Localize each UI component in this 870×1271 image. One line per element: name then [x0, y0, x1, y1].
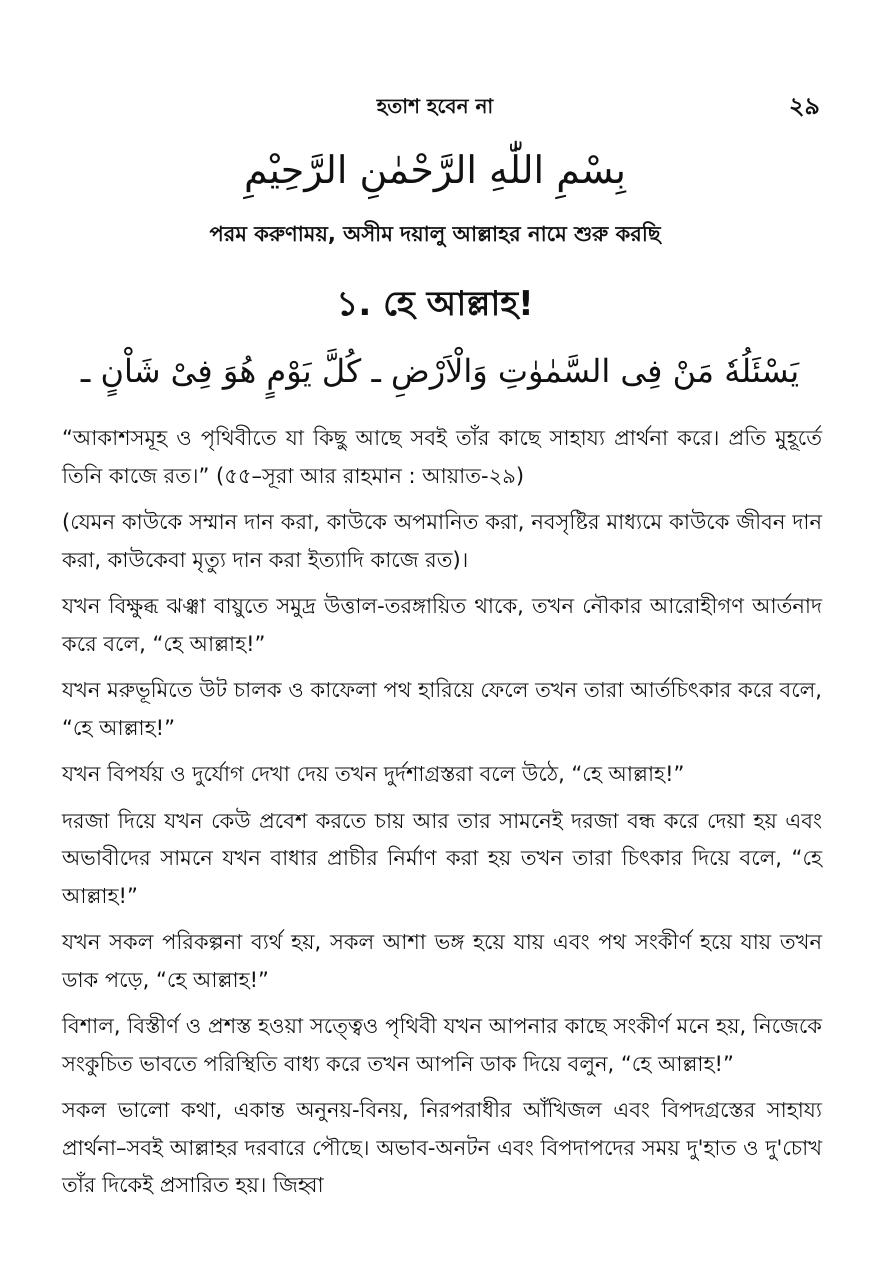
page-number: ২৯ — [788, 92, 820, 120]
bismillah-arabic: بِسْمِ اللّٰهِ الرَّحْمٰنِ الرَّحِيْمِ — [244, 148, 626, 192]
bismillah-translation: পরম করুণাময়, অসীম দয়ালু আল্লাহর নামে শুরু করছি — [209, 222, 661, 246]
paragraph: বিশাল, বিস্তীর্ণ ও প্রশস্ত হওয়া সত্ত্বেও পৃথিবী যখন আপনার কাছে সংকীর্ণ মনে হয়, নিজেকে সংকুচিত ভাবতে পরিস্থিতি বাধ্য করে তখন আপনি ডাক দিয়ে বলুন, “হে আল্লাহ!” — [62, 1014, 822, 1076]
paragraph: দরজা দিয়ে যখন কেউ প্রবেশ করতে চায় আর তার সামনেই দরজা বন্ধ করে দেয়া হয় এবং অভাবীদের সামনে যখন বাধার প্রাচীর নির্মাণ করা হয় তখন তারা চিৎকার দিয়ে বলে, “হে আল্লাহ!” — [62, 808, 822, 908]
paragraph: “আকাশসমূহ ও পৃথিবীতে যা কিছু আছে সবই তাঁর কাছে সাহায্য প্রার্থনা করে। প্রতি মুহূর্তে তিনি কাজে রত।” (৫৫–সূরা আর রাহমান : আয়াত-২৯) — [62, 426, 822, 488]
paragraph: (যেমন কাউকে সম্মান দান করা, কাউকে অপমানিত করা, নবসৃষ্টির মাধ্যমে কাউকে জীবন দান করা, কাউকেবা মৃত্যু দান করা ইত্যাদি কাজে রত)। — [62, 510, 822, 572]
quran-verse-arabic: يَسْئَلُهٗ مَنْ فِى السَّمٰوٰتِ وَالْاَرْضِ ـ كُلَّ يَوْمٍ هُوَ فِىْ شَاْنٍ ـ — [80, 352, 800, 390]
paragraph: যখন বিপর্যয় ও দুর্যোগ দেখা দেয় তখন দুর্দশাগ্রস্তরা বলে উঠে, “হে আল্লাহ!” — [62, 762, 685, 786]
running-title: হতাশ হবেন না — [376, 94, 494, 118]
chapter-title: ১. হে আল্লাহ! — [336, 284, 534, 324]
paragraph: যখন বিক্ষুব্ধ ঝঞ্ঝা বায়ুতে সমুদ্র উত্তাল-তরঙ্গায়িত থাকে, তখন নৌকার আরোহীগণ আর্তনাদ করে বলে, “হে আল্লাহ!” — [62, 594, 822, 656]
paragraph: সকল ভালো কথা, একান্ত অনুনয়-বিনয়, নিরপরাধীর আঁখিজল এবং বিপদগ্রস্তের সাহায্য প্রার্থনা–সবই আল্লাহর দরবারে পৌছে। অভাব-অনটন এবং বিপদাপদের সময় দু'হাত ও দু'চোখ তাঁর দিকেই প্রসারিত হয়। জিহ্বা — [62, 1098, 822, 1197]
paragraph: যখন সকল পরিকল্পনা ব্যর্থ হয়, সকল আশা ভঙ্গ হয়ে যায় এবং পথ সংকীর্ণ হয়ে যায় তখন ডাক পড়ে, “হে আল্লাহ!” — [62, 930, 822, 992]
body-text — [62, 420, 822, 1214]
paragraph: যখন মরুভূমিতে উট চালক ও কাফেলা পথ হারিয়ে ফেলে তখন তারা আর্তচিৎকার করে বলে, “হে আল্লাহ!” — [62, 678, 822, 740]
